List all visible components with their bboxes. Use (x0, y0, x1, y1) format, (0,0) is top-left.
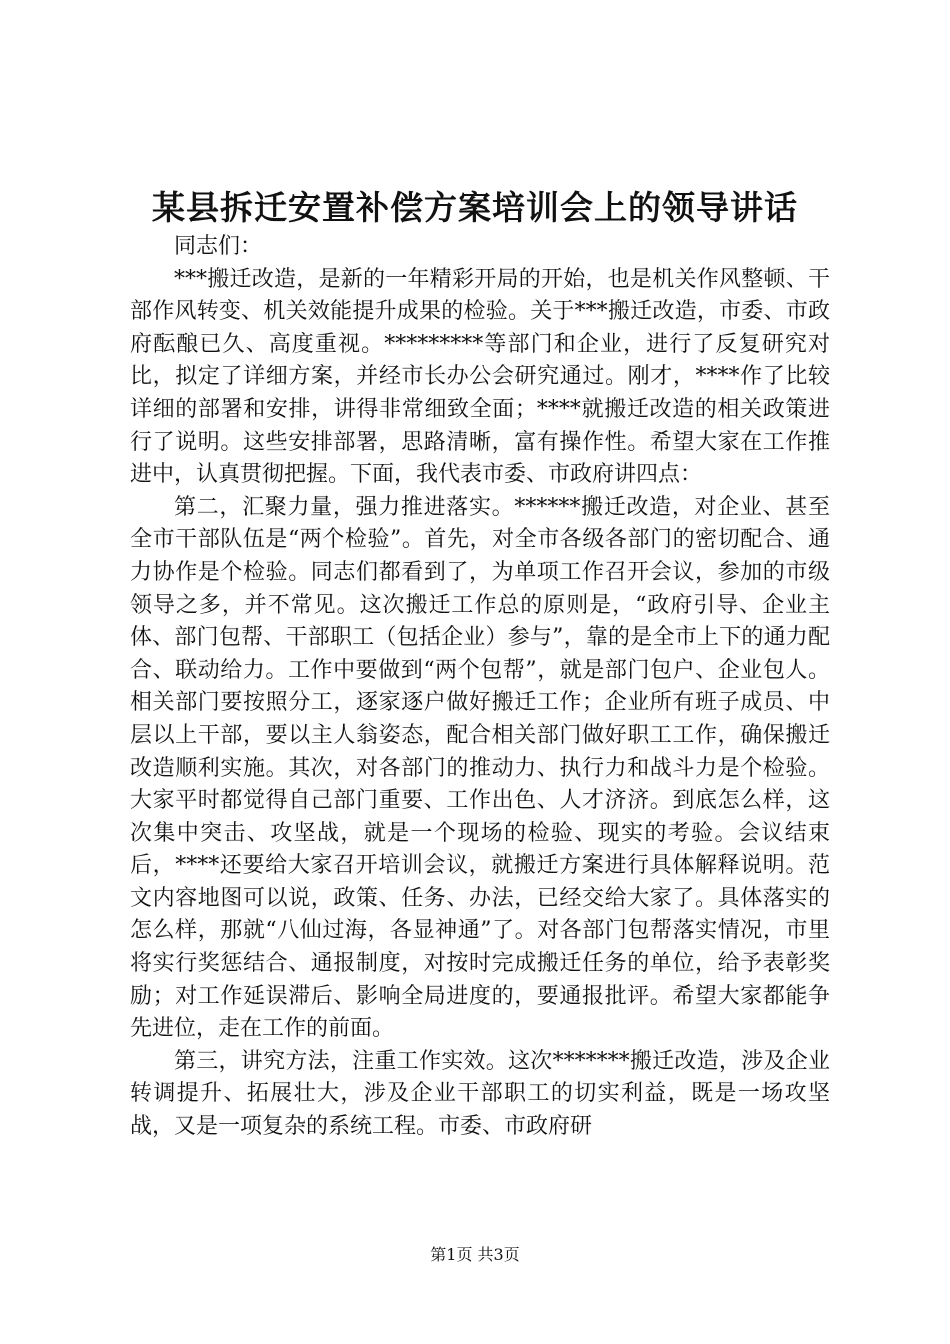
paragraph-second-point: 第二，汇聚力量，强力推进落实。******搬迁改造，对企业、甚至全市干部队伍是“两个检验”。首先，对全市各级各部门的密切配合、通力协作是个检验。同志们都看到了，为单项工作召开会议，参加的市级领导之多，并不常见。这次搬迁工作总的原则是，“政府引导、企业主体、部门包帮、干部职工（包括企业）参与”，靠的是全市上下的通力配合、联动给力。工作中要做到“两个包帮”，就是部门包户、企业包人。相关部门要按照分工，逐家逐户做好搬迁工作；企业所有班子成员、中层以上干部，要以主人翁姿态，配合相关部门做好职工工作，确保搬迁改造顺利实施。其次，对各部门的推动力、执行力和战斗力是个检验。大家平时都觉得自己部门重要、工作出色、人才济济。到底怎么样，这次集中突击、攻坚战，就是一个现场的检验、现实的考验。会议结束后，****还要给大家召开培训会议，就搬迁方案进行具体解释说明。范文内容地图可以说，政策、任务、办法，已经交给大家了。具体落实的怎么样，那就“八仙过海，各显神通”了。对各部门包帮落实情况，市里将实行奖惩结合、通报制度，对按时完成搬迁任务的单位，给予表彰奖励；对工作延误滞后、影响全局进度的，要通报批评。希望大家都能争先进位，走在工作的前面。 (130, 494, 830, 1042)
document-body (130, 231, 830, 1144)
paragraph-third-point: 第三，讲究方法，注重工作实效。这次*******搬迁改造，涉及企业转调提升、拓展壮大，涉及企业干部职工的切实利益，既是一场攻坚战，又是一项复杂的系统工程。市委、市政府研 (130, 1048, 830, 1140)
paragraph-salutation: 同志们： (174, 234, 263, 259)
page-footer: 第1页 共3页 (430, 1245, 520, 1264)
document-title: 某县拆迁安置补偿方案培训会上的领导讲话 (152, 188, 798, 227)
paragraph-intro: ***搬迁改造，是新的一年精彩开局的开始，也是机关作风整顿、干部作风转变、机关效能提升成果的检验。关于***搬迁改造，市委、市政府酝酿已久、高度重视。*********等部门和企业，进行了反复研究对比，拟定了详细方案，并经市长办公会研究通过。刚才，****作了比较详细的部署和安排，讲得非常细致全面；****就搬迁改造的相关政策进行了说明。这些安排部署，思路清晰，富有操作性。希望大家在工作推进中，认真贯彻把握。下面，我代表市委、市政府讲四点： (130, 266, 830, 488)
